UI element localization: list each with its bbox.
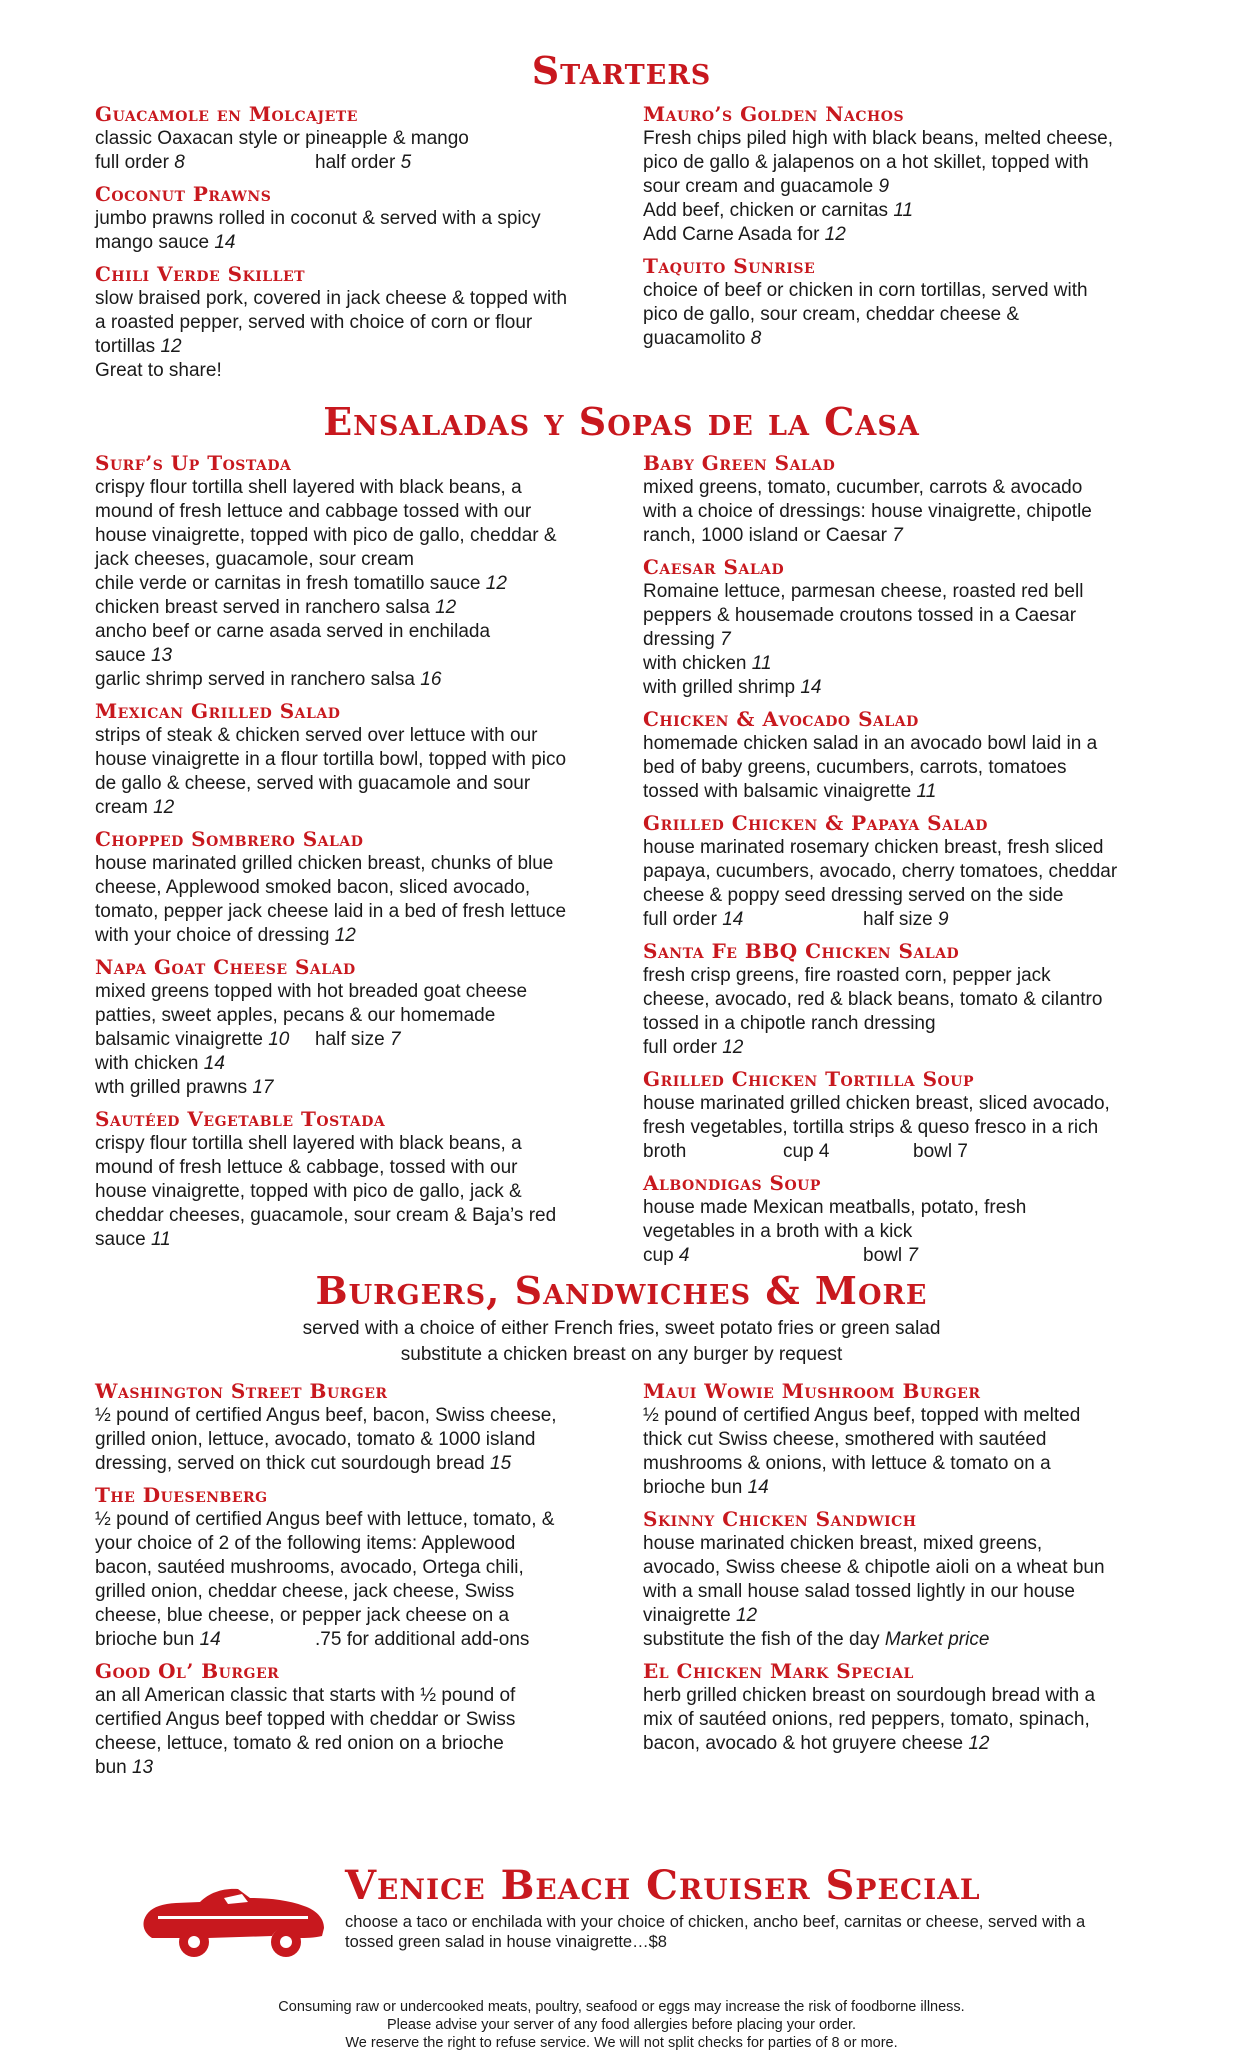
menu-item-price-line: [643, 1244, 1173, 1268]
menu-item-price: 11: [893, 200, 914, 221]
menu-item-price: 13: [150, 645, 173, 666]
footer-line-2: Please advise your server of any food allergies before placing your order.: [386, 2017, 857, 2033]
menu-item-description-line: jack cheeses, guacamole, sour cream: [95, 549, 414, 570]
menu-item-option-label: half size: [863, 909, 933, 930]
menu-item-option: [643, 676, 1173, 700]
menu-item-price: 14: [214, 232, 236, 253]
menu-item-price: 12: [824, 224, 846, 245]
menu-item-price-line: [643, 908, 1173, 932]
menu-item-description-line: your choice of 2 of the following items: Applewood: [95, 1533, 516, 1554]
menu-item: [643, 1378, 1173, 1500]
menu-item-option-label: full order: [643, 909, 717, 930]
menu-item-description-line: mixed greens, tomato, cucumber, carrots & avocado: [643, 477, 1083, 498]
menu-item: [95, 954, 625, 1100]
menu-item-price: 10: [268, 1029, 290, 1050]
menu-item-price: 8: [174, 152, 185, 173]
menu-item-description-line: house marinated grilled chicken breast, chunks of blue: [95, 853, 554, 874]
menu-item: [643, 938, 1173, 1060]
menu-item-name: Caesar Salad: [643, 555, 785, 579]
menu-item: [95, 1106, 625, 1252]
menu-item-option: [95, 620, 625, 644]
menu-item-option-label: cup: [643, 1245, 674, 1266]
menu-item: [95, 698, 625, 820]
menu-item-description-line: Fresh chips piled high with black beans, melted cheese,: [643, 128, 1113, 149]
menu-item-price: Market price: [884, 1629, 990, 1650]
menu-item-description-line: ½ pound of certified Angus beef with lettuce, tomato, &: [95, 1509, 555, 1530]
menu-item-price: 7: [389, 1029, 401, 1050]
menu-item-note: Great to share!: [95, 360, 222, 381]
menu-item-name: Baby Green Salad: [643, 451, 836, 475]
footer-line-1: Consuming raw or undercooked meats, poultry, seafood or eggs may increase the risk of foodborne illness.: [278, 1999, 965, 2015]
menu-item-price: 14: [747, 1477, 769, 1498]
cruiser-special-title: Venice Beach Cruiser Special: [345, 1862, 981, 1909]
menu-item-description-line: an all American classic that starts with ½ pound of: [95, 1685, 516, 1706]
menu-item-price: 7: [720, 629, 731, 650]
menu-item-description-line: thick cut Swiss cheese, smothered with sautéed: [643, 1429, 1047, 1450]
menu-item-description-line: jumbo prawns rolled in coconut & served with a spicy: [95, 208, 541, 229]
section-title-ensaladas: Ensaladas y Sopas de la Casa: [323, 399, 920, 444]
menu-item-option-label: bowl: [863, 1245, 903, 1266]
menu-item-description-line: ½ pound of certified Angus beef, bacon, Swiss cheese,: [95, 1405, 557, 1426]
menu-item-price: 12: [435, 597, 457, 618]
menu-item-price: 14: [199, 1629, 221, 1650]
menu-item-name: Mexican Grilled Salad: [95, 699, 341, 723]
menu-item: [643, 554, 1173, 700]
menu-item-option-label: .75 for additional add-ons: [315, 1629, 530, 1650]
menu-item: [95, 826, 625, 948]
menu-item-description-line: house vinaigrette in a flour tortilla bowl, topped with pico: [95, 749, 567, 770]
menu-item: [643, 1066, 1173, 1164]
menu-item-description-line: house vinaigrette, topped with pico de gallo, cheddar &: [95, 525, 557, 546]
menu-item-option: [95, 596, 625, 620]
menu-item-price: 12: [334, 925, 356, 946]
menu-item-name: Skinny Chicken Sandwich: [643, 1507, 917, 1531]
menu-item-text: substitute the fish of the day: [643, 1629, 880, 1650]
menu-item-text: dressing, served on thick cut sourdough bread: [95, 1453, 485, 1474]
menu-item-price-line: [95, 1756, 625, 1780]
menu-item-price-line: [643, 1604, 1173, 1628]
menu-item-price-line: [95, 796, 625, 820]
menu-item-price: 7: [957, 1141, 968, 1162]
menu-item-price: 14: [722, 909, 744, 930]
menu-item-option-label: brioche bun: [95, 1629, 195, 1650]
menu-item-description-line: de gallo & cheese, served with guacamole and sour: [95, 773, 531, 794]
cruiser-special-description: [345, 1912, 1145, 1952]
menu-item-description-line: herb grilled chicken breast on sourdough bread with a: [643, 1685, 1096, 1706]
menu-item-description-line: cheese, blue cheese, or pepper jack cheese on a: [95, 1605, 510, 1626]
menu-item-name: Santa Fe BBQ Chicken Salad: [643, 939, 960, 963]
menu-item-price: 17: [252, 1077, 274, 1098]
menu-item: [643, 810, 1173, 932]
menu-item: [95, 1658, 625, 1780]
menu-item-price: 4: [678, 1245, 690, 1266]
menu-item-price: 12: [153, 797, 175, 818]
menu-item-price: 4: [818, 1141, 830, 1162]
menu-item-price-line: [95, 1028, 625, 1052]
menu-item: [643, 1506, 1173, 1652]
menu-item-price: 11: [150, 1229, 171, 1250]
menu-item-description-line: house marinated chicken breast, mixed greens,: [643, 1533, 1043, 1554]
menu-item-price-line: [643, 1732, 1173, 1756]
menu-item-price-line: [95, 335, 625, 359]
menu-item-text: sour cream and guacamole: [643, 176, 874, 197]
menu-item-description-line: house vinaigrette, topped with pico de gallo, jack &: [95, 1181, 522, 1202]
menu-item-option-label: cup: [783, 1141, 814, 1162]
menu-item-description-line: with a small house salad tossed lightly in our house: [643, 1581, 1075, 1602]
menu-item-description-line: tossed in a chipotle ranch dressing: [643, 1013, 936, 1034]
menu-item-description-line: grilled onion, lettuce, avocado, tomato & 1000 island: [95, 1429, 536, 1450]
menu-item-price-line: [643, 628, 1173, 652]
menu-item-description-line: cheese, Applewood smoked bacon, sliced avocado,: [95, 877, 531, 898]
menu-item-name: Albondigas Soup: [643, 1171, 821, 1195]
menu-item-option: [643, 1628, 1173, 1652]
menu-item: [95, 101, 625, 175]
menu-item-text: guacamolito: [643, 328, 746, 349]
cruiser-desc-line-2: tossed green salad in house vinaigrette…$8: [345, 1933, 667, 1951]
menu-item-option-a: [95, 1628, 315, 1652]
menu-item-description-line: pico de gallo, sour cream, cheddar cheese &: [643, 304, 1019, 325]
menu-item-price: 14: [800, 677, 822, 698]
menu-item-price-line: [643, 1476, 1173, 1500]
menu-item-description-line: choice of beef or chicken in corn tortillas, served with: [643, 280, 1088, 301]
menu-item-name: Chopped Sombrero Salad: [95, 827, 364, 851]
footer-disclaimer: [0, 1998, 1243, 2052]
menu-item-price: 7: [907, 1245, 918, 1266]
menu-item-price: 12: [485, 573, 507, 594]
starters-left-column: [95, 101, 625, 389]
menu-item-option-label: half size: [315, 1029, 385, 1050]
menu-item-price-line: [643, 1036, 1173, 1060]
menu-item-description-line: mound of fresh lettuce and cabbage tossed with our: [95, 501, 532, 522]
menu-item-description-line: crispy flour tortilla shell layered with black beans, a: [95, 1133, 522, 1154]
menu-item-name: El Chicken Mark Special: [643, 1659, 914, 1683]
menu-item-description-line: papaya, cucumbers, avocado, cherry tomatoes, cheddar: [643, 861, 1118, 882]
burgers-intro-line-1: served with a choice of either French fries, sweet potato fries or green salad: [302, 1318, 941, 1339]
menu-item-name: Chili Verde Skillet: [95, 262, 306, 286]
menu-item: [95, 450, 625, 692]
menu-item-description-line: bacon, sautéed mushrooms, avocado, Ortega chili,: [95, 1557, 524, 1578]
menu-item-price: 9: [878, 176, 890, 197]
menu-item-description-line: tomato, pepper jack cheese laid in a bed of fresh lettuce: [95, 901, 567, 922]
menu-item-description-line: cheese, lettuce, tomato & red onion on a brioche: [95, 1733, 504, 1754]
menu-item-name: The Duesenberg: [95, 1483, 268, 1507]
menu-item-text: bacon, avocado & hot gruyere cheese: [643, 1733, 964, 1754]
menu-item: [95, 261, 625, 383]
menu-item-text: with chicken: [95, 1053, 199, 1074]
menu-item-price: 12: [722, 1037, 744, 1058]
burgers-right-column: [643, 1378, 1173, 1762]
menu-item-text: broth: [643, 1141, 687, 1162]
menu-item-option-label: half order: [315, 152, 396, 173]
menu-item-description-line: mixed greens topped with hot breaded goat cheese: [95, 981, 528, 1002]
menu-item-option-a: [95, 151, 315, 175]
menu-item-price: 12: [968, 1733, 990, 1754]
menu-item-text: full order: [643, 1037, 717, 1058]
menu-item-option: [643, 652, 1173, 676]
menu-item: [95, 1378, 625, 1476]
footer-line-3: We reserve the right to refuse service. We will not split checks for parties of 8 or more.: [345, 2035, 898, 2051]
menu-item-name: Surf’s Up Tostada: [95, 451, 292, 475]
menu-item-price-line: [643, 327, 1173, 351]
menu-item: [643, 253, 1173, 351]
menu-item: [643, 101, 1173, 247]
menu-item-description-line: fresh crisp greens, fire roasted corn, pepper jack: [643, 965, 1051, 986]
menu-item-name: Maui Wowie Mushroom Burger: [643, 1379, 981, 1403]
menu-item-description-line: mushrooms & onions, with lettuce & tomato on a: [643, 1453, 1051, 1474]
menu-item-text: Add beef, chicken or carnitas: [643, 200, 889, 221]
menu-item-price: 5: [400, 152, 412, 173]
menu-item-description-line: classic Oaxacan style or pineapple & mango: [95, 128, 469, 149]
menu-item-option: [95, 668, 625, 692]
menu-item-name: Chicken & Avocado Salad: [643, 707, 919, 731]
menu-item-name: Coconut Prawns: [95, 182, 272, 206]
menu-item-description-line: cheese, avocado, red & black beans, tomato & cilantro: [643, 989, 1103, 1010]
menu-item-name: Grilled Chicken & Papaya Salad: [643, 811, 988, 835]
ensaladas-right-column: [643, 450, 1173, 1274]
menu-item-name: Grilled Chicken Tortilla Soup: [643, 1067, 974, 1091]
menu-item-text: garlic shrimp served in ranchero salsa: [95, 669, 415, 690]
menu-item-description-line: mound of fresh lettuce & cabbage, tossed with our: [95, 1157, 518, 1178]
menu-item-price: 15: [490, 1453, 512, 1474]
burgers-left-column: [95, 1378, 625, 1786]
menu-item-name: Guacamole en Molcajete: [95, 102, 358, 126]
menu-item-description-line: slow braised pork, covered in jack cheese & topped with: [95, 288, 568, 309]
menu-item-addon: [643, 199, 1173, 223]
menu-item-price-line: [95, 1628, 625, 1652]
menu-item-price-line: [95, 924, 625, 948]
menu-item-description-line: with a choice of dressings: house vinaigrette, chipotle: [643, 501, 1092, 522]
menu-item-text: vinaigrette: [643, 1605, 731, 1626]
menu-item-option-b: [783, 1140, 913, 1164]
menu-item-text: chicken breast served in ranchero salsa: [95, 597, 430, 618]
menu-item-price-line: [643, 524, 1173, 548]
menu-item-price: 11: [916, 781, 937, 802]
menu-item-option: [95, 1052, 625, 1076]
menu-item-description-line: ½ pound of certified Angus beef, topped with melted: [643, 1405, 1081, 1426]
menu-item-description-line: house marinated rosemary chicken breast, fresh sliced: [643, 837, 1104, 858]
menu-item-description-line: grilled onion, cheddar cheese, jack cheese, Swiss: [95, 1581, 515, 1602]
menu-item-description-line: avocado, Swiss cheese & chipotle aioli on a wheat bun: [643, 1557, 1105, 1578]
menu-item-text: cream: [95, 797, 148, 818]
menu-item-option: [95, 644, 625, 668]
menu-item-text: with chicken: [643, 653, 747, 674]
menu-item-text: dressing: [643, 629, 715, 650]
menu-item-option: [95, 572, 625, 596]
menu-item-price: 12: [160, 336, 182, 357]
section-title-burgers: Burgers, Sandwiches & More: [315, 1268, 928, 1313]
menu-item-option: [95, 1076, 625, 1100]
menu-item-description-line: house marinated grilled chicken breast, sliced avocado,: [643, 1093, 1110, 1114]
menu-item-price-line: [95, 231, 625, 255]
menu-item-text: ranch, 1000 island or Caesar: [643, 525, 887, 546]
menu-item-name: Washington Street Burger: [95, 1379, 388, 1403]
menu-item-price: 9: [937, 909, 949, 930]
menu-item-option-label: bowl: [913, 1141, 953, 1162]
menu-item-text: mango sauce: [95, 232, 210, 253]
menu-item-text: Add Carne Asada for: [643, 224, 820, 245]
menu-item-description-line: homemade chicken salad in an avocado bowl laid in a: [643, 733, 1098, 754]
menu-item-text: chile verde or carnitas in fresh tomatillo sauce: [95, 573, 481, 594]
menu-item-description-line: pico de gallo & jalapenos on a hot skillet, topped with: [643, 152, 1089, 173]
menu-item-name: Good Ol’ Burger: [95, 1659, 280, 1683]
menu-item-price-line: [95, 151, 625, 175]
menu-item: [643, 706, 1173, 804]
menu-item-price: 7: [892, 525, 903, 546]
menu-item-description-line: a roasted pepper, served with choice of corn or flour: [95, 312, 533, 333]
menu-item-price: 8: [750, 328, 762, 349]
burgers-intro-line-2: substitute a chicken breast on any burger by request: [400, 1344, 843, 1365]
menu-item-description-line: house made Mexican meatballs, potato, fresh: [643, 1197, 1027, 1218]
menu-item-text: sauce: [95, 1229, 146, 1250]
menu-item-option-a: [643, 908, 863, 932]
menu-item-description-line: crispy flour tortilla shell layered with black beans, a: [95, 477, 522, 498]
menu-item-price-line: [95, 1228, 625, 1252]
menu-item-name: Taquito Sunrise: [643, 254, 816, 278]
menu-item-option-a: [95, 1028, 315, 1052]
menu-item-description-line: cheddar cheeses, guacamole, sour cream & Baja’s red: [95, 1205, 557, 1226]
menu-item-description-line: certified Angus beef topped with cheddar or Swiss: [95, 1709, 516, 1730]
menu-item-addon: [643, 223, 1173, 247]
menu-item-name: Sautéed Vegetable Tostada: [95, 1107, 386, 1131]
menu-item-price: 16: [420, 669, 442, 690]
ensaladas-left-column: [95, 450, 625, 1258]
menu-item-price-line: [643, 780, 1173, 804]
menu-item: [643, 450, 1173, 548]
menu-item-description-line: Romaine lettuce, parmesan cheese, roasted red bell: [643, 581, 1084, 602]
menu-item-text: with grilled shrimp: [643, 677, 796, 698]
menu-item: [643, 1170, 1173, 1268]
menu-item-description-line: patties, sweet apples, pecans & our homemade: [95, 1005, 496, 1026]
menu-item: [643, 1658, 1173, 1756]
menu-item-text: tortillas: [95, 336, 156, 357]
menu-item-description-line: fresh vegetables, tortilla strips & queso fresco in a rich: [643, 1117, 1099, 1138]
menu-item-text: sauce: [95, 645, 146, 666]
menu-item-option-a: [643, 1244, 863, 1268]
menu-item-text: ancho beef or carne asada served in enchilada: [95, 621, 491, 642]
cruiser-desc-line-1: choose a taco or enchilada with your choice of chicken, ancho beef, carnitas or cheese, served with a: [345, 1913, 1086, 1931]
menu-item-description-line: vegetables in a broth with a kick: [643, 1221, 913, 1242]
menu-item: [95, 181, 625, 255]
menu-item-description-line: cheese & poppy seed dressing served on the side: [643, 885, 1064, 906]
menu-item-text: with your choice of dressing: [95, 925, 330, 946]
menu-item-option-label: balsamic vinaigrette: [95, 1029, 263, 1050]
menu-item-price: 13: [131, 1757, 154, 1778]
menu-item-text: tossed with balsamic vinaigrette: [643, 781, 912, 802]
menu-item-name: Napa Goat Cheese Salad: [95, 955, 356, 979]
section-title-starters: Starters: [531, 48, 712, 93]
menu-item-price: 11: [751, 653, 772, 674]
menu-item-price: 12: [735, 1605, 758, 1626]
menu-item-text: bun: [95, 1757, 127, 1778]
menu-item-price: 14: [203, 1053, 225, 1074]
menu-item-description-line: peppers & housemade croutons tossed in a Caesar: [643, 605, 1077, 626]
menu-item-text: brioche bun: [643, 1477, 743, 1498]
menu-item-description-line: bed of baby greens, cucumbers, carrots, tomatoes: [643, 757, 1067, 778]
classic-convertible-car-icon: [138, 1858, 328, 1968]
menu-item-text: wth grilled prawns: [95, 1077, 248, 1098]
menu-item-description-line: mix of sautéed onions, red peppers, tomato, spinach,: [643, 1709, 1090, 1730]
menu-item-option-label: full order: [95, 152, 169, 173]
menu-item-name: Mauro’s Golden Nachos: [643, 102, 905, 126]
menu-item: [95, 1482, 625, 1652]
menu-item-price-line: [643, 175, 1173, 199]
menu-item-description-line: strips of steak & chicken served over lettuce with our: [95, 725, 538, 746]
starters-right-column: [643, 101, 1173, 357]
menu-item-price-line: [95, 1452, 625, 1476]
menu-item-price-line: [643, 1140, 1173, 1164]
